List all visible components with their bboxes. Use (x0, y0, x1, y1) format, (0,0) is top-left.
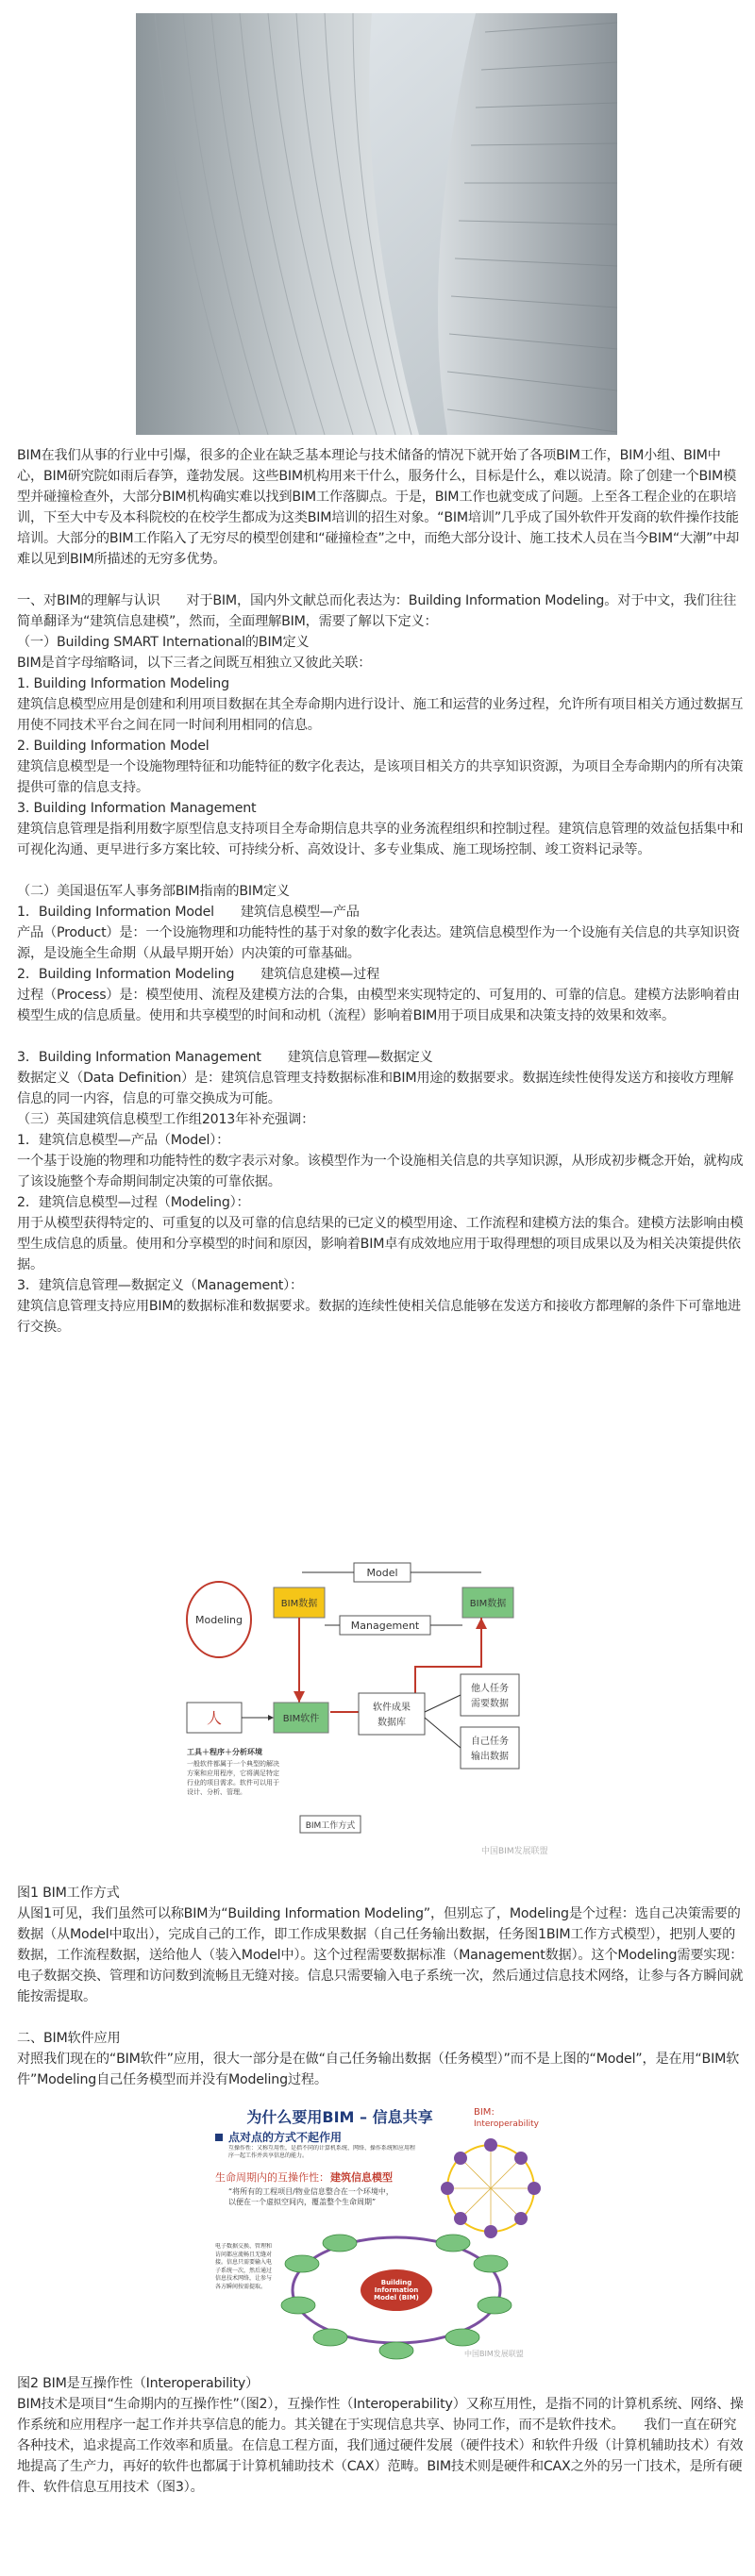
bim-center-wrapper (364, 2279, 428, 2303)
uk-item2-head: 2．建筑信息模型—过程（Modeling）： (17, 1195, 250, 1210)
person-label: 人 (206, 1709, 223, 1727)
uk-item3-head: 3．建筑信息管理—数据定义（Management）： (17, 1278, 303, 1293)
task-need-box (461, 1674, 519, 1716)
slide-bullet-2: 生命周期内的互操作性： (215, 2171, 329, 2184)
slide-title: 为什么要用BIM – 信息共享 (246, 2108, 433, 2126)
slide-small-text: 互操作性：又称互用性，是指不同的计算机系统、网络、操作系统和应用程序一起工作并共享信息的能力。 (228, 2145, 416, 2159)
subheading-uk: （三）英国建筑信息模型工作组2013年补充强调： (17, 1112, 315, 1127)
interoperability-slide (208, 2102, 547, 2362)
interoperability-paragraph: BIM技术是项目“生命期内的互操作性”（图2），互操作性（Interoperability）又称互用性，是指不同的计算机系统、网络、操作系统和应用程序一起工作并共享信息的能力。其关键在于实现信息共享、协同工作，而不是软件技术。 我们一直在研究各种技术，追求提高工作效率和质量。在信息工程方面，我们通过硬件发展（硬件技术）和软件升级（计算机辅助技术）有效地提高了生产力，再好的软件也都属于计算机辅助技术（CAX）范畴。BIM技术则是硬件和CAX之外的另一门技术，是所有硬件、软件信息互用技术（图3）。 (17, 2397, 744, 2495)
building-photo (136, 13, 617, 435)
slide-small-wrapper (228, 2145, 417, 2171)
result-db-label-line2: 数据库 (378, 1718, 406, 1728)
slide-interop: Interoperability (474, 2119, 539, 2129)
modeling-label: Modeling (194, 1614, 243, 1626)
slide-bim-title: BIM: (474, 2107, 495, 2118)
slide-quote: “将所有的工程项目/物业信息整合在一个环境中，以便在一个虚拟空间内，覆盖整个生命周期” (228, 2187, 394, 2206)
tool-text-wrapper (187, 1759, 281, 1844)
bullet-square-1 (215, 2134, 223, 2141)
va-item1-text: 产品（Product）是：一个设施物理和功能特性的基于对象的数字化表达。建筑信息模型作为一个设施有关信息的共享知识资源，是设施全生命期（从最早期开始）内决策的可靠基础。 (17, 925, 740, 961)
bim-data-right-label: BIM数据 (469, 1599, 507, 1609)
slide-quote-wrapper (228, 2186, 398, 2219)
self-output-line1: 自己任务 (471, 1737, 509, 1747)
figure-bim-workflow (179, 1561, 576, 1872)
va-item1-head: 1．Building Information Model 建筑信息模型—产品 (17, 905, 360, 920)
self-output-line2: 输出数据 (471, 1752, 509, 1762)
slide-enote: 电子数据交换、管理和访问都应流畅且无缝对接。信息只需要输入电子系统一次，然后通过信息技术网络，让参与各方瞬间按需提取。 (215, 2243, 273, 2290)
bsi-item3-head: 3. Building Information Management (17, 801, 257, 816)
figure1-caption: 图1 BIM工作方式 (17, 1886, 120, 1901)
bim-data-left-label: BIM数据 (280, 1599, 318, 1609)
bsi-item2-head: 2. Building Information Model (17, 739, 210, 754)
intro-paragraph: BIM在我们从事的行业中引爆，很多的企业在缺乏基本理论与技术储备的情况下就开始了各项BIM工作，BIM小组、BIM中心，BIM研究院如雨后春笋，蓬勃发展。这些BIM机构用来干什么，服务什么，目标是什么，难以说清。除了创建一个BIM模型并碰撞检查外，大部分BIM机构确实难以找到BIM工作落脚点。于是，BIM工作也就变成了问题。上至各工程企业的在职培训，下至大中专及本科院校的在校学生都成为这类BIM培训的招生对象。“BIM培训”几乎成了国外软件开发商的软件操作技能培训。大部分的BIM工作陷入了无穷尽的模型创建和“碰撞检查”之中，而绝大部分设计、施工技术人员在当今BIM“大潮”中却难以见到BIM所描述的无穷多优势。 (17, 448, 740, 567)
task-need-line2: 需要数据 (471, 1699, 509, 1709)
model-label: Model (366, 1567, 398, 1579)
bim-center-label: Building Information Model (BIM) (374, 2279, 419, 2302)
slide-bullet-2b: 建筑信息模型 (330, 2171, 393, 2184)
va-item2-text: 过程（Process）是：模型使用、流程及建模方法的合集，由模型来实现特定的、可复用的、可靠的信息。建模方法影响着由模型生成的信息质量。使用和共享模型的时间和动机（流程）影响着BIM用于项目成果和决策支持的效果和效率。 (17, 988, 740, 1023)
bsi-item1-head: 1. Building Information Modeling (17, 676, 229, 691)
figure1-explanation: 从图1可见，我们虽然可以称BIM为“Building Information Modeling”，但别忘了，Modeling是个过程：选自己决策需要的数据（从Model中取出），完成自己的工作，即工作成果数据（自己任务输出数据，任务图1BIM工作方式模型），把别人要的数据，工作流程数据，送给他人（装入Model中）。这个过程需要数据标准（Management数据）。这个Modeling需要实现：电子数据交换、管理和访问数到流畅且无缝对接。信息只需要输入电子系统一次，然后通过信息技术网络，让参与各方瞬间就能按需提取。 (17, 1906, 744, 2004)
work-label: BIM工作方式 (305, 1821, 356, 1831)
result-db-box (359, 1693, 425, 1735)
uk-item1-text: 一个基于设施的物理和功能特性的数字表示对象。该模型作为一个设施相关信息的共享知识源，从形成初步概念开始，就构成了该设施整个寿命期间制定决策的可靠依据。 (17, 1154, 744, 1189)
va-item2-head: 2．Building Information Modeling 建筑信息建模—过程 (17, 967, 380, 982)
db-to-output-line (425, 1718, 461, 1748)
fig1-watermark: 中国BIM发展联盟 (481, 1847, 548, 1856)
figure2-caption: 图2 BIM是互操作性（Interoperability） (17, 2376, 260, 2391)
bim-software-label: BIM软件 (282, 1714, 320, 1724)
section-one-intro: 一、对BIM的理解与认识 对于BIM，国内外文献总而化表达为：Building Information Modeling。对于中文，我们往往简单翻译为“建筑信息建模”，然而，全面理解BIM，需要了解以下定义： (17, 593, 737, 629)
va-item3-text: 数据定义（Data Definition）是：建筑信息管理支持数据标准和BIM用途的数据要求。数据连续性使得发送方和接收方理解信息的同一内容，信息的可靠交换成为可能。 (17, 1071, 734, 1106)
uk-item1-head: 1．建筑信息模型—产品（Model）： (17, 1133, 230, 1148)
tool-heading: 工具＋程序＋分析环境 (187, 1748, 262, 1756)
slide-enote-wrapper (215, 2243, 276, 2347)
self-output-box (461, 1727, 519, 1769)
software-usage-paragraph: 对照我们现在的“BIM软件”应用，很大一部分是在做“自己任务输出数据（任务模型）”而不是上图的“Model”，是在用“BIM软件”Modeling自己任务模型而并没有Modeling过程。 (17, 2052, 740, 2087)
bim-workflow-diagram (179, 1561, 576, 1872)
result-db-label-line1: 软件成果 (373, 1703, 411, 1713)
bsi-lead: BIM是首字母缩略词，以下三者之间既互相独立又彼此关联： (17, 656, 372, 671)
management-label: Management (350, 1620, 420, 1632)
section-two-heading: 二、BIM软件应用 (17, 2031, 121, 2046)
slide-bullet-1: 点对点的方式不起作用 (228, 2131, 343, 2144)
db-to-task-line (425, 1695, 461, 1712)
fig2-watermark: 中国BIM发展联盟 (464, 2350, 524, 2358)
subheading-bsi: （一）Building SMART International的BIM定义 (17, 635, 310, 650)
tool-text: 一般软件都属于一个典型的解决方案和应用程序，它将满足特定行业的项目需求。软件可以用于设计、分析、管理。 (187, 1760, 279, 1796)
figure-interoperability (208, 2102, 547, 2362)
building-photo-art (136, 13, 617, 435)
subheading-va: （二）美国退伍军人事务部BIM指南的BIM定义 (17, 884, 290, 899)
bsi-item2-text: 建筑信息模型是一个设施物理特征和功能特征的数字化表达，是该项目相关方的共享知识资源，为项目全寿命期内的所有决策提供可靠的信息支持。 (17, 759, 744, 795)
uk-item2-text: 用于从模型获得特定的、可重复的以及可靠的信息结果的已定义的模型用途、工作流程和建模方法的集合。建模方法影响由模型生成信息的质量。使用和分享模型的时间和原因，影响着BIM卓有成效地应用于取得理想的项目成果以及为相关决策提供依据。 (17, 1216, 744, 1272)
bsi-item1-text: 建筑信息模型应用是创建和利用项目数据在其全寿命期内进行设计、施工和运营的业务过程，允许所有项目相关方通过数据互用使不同技术平台之间在同一时间利用相同的信息。 (17, 697, 744, 733)
va-item3-head: 3．Building Information Management 建筑信息管理—数据定义 (17, 1050, 433, 1065)
bsi-item3-text: 建筑信息管理是指利用数字原型信息支持项目全寿命期信息共享的业务流程组织和控制过程。建筑信息管理的效益包括集中和可视化沟通、更早进行多方案比较、可持续分析、高效设计、多专业集成、施工现场控制、竣工资料记录等。 (17, 822, 744, 857)
task-need-line1: 他人任务 (471, 1684, 509, 1694)
uk-item3-text: 建筑信息管理支持应用BIM的数据标准和数据要求。数据的连续性使相关信息能够在发送方和接收方都理解的条件下可靠地进行交换。 (17, 1299, 741, 1335)
